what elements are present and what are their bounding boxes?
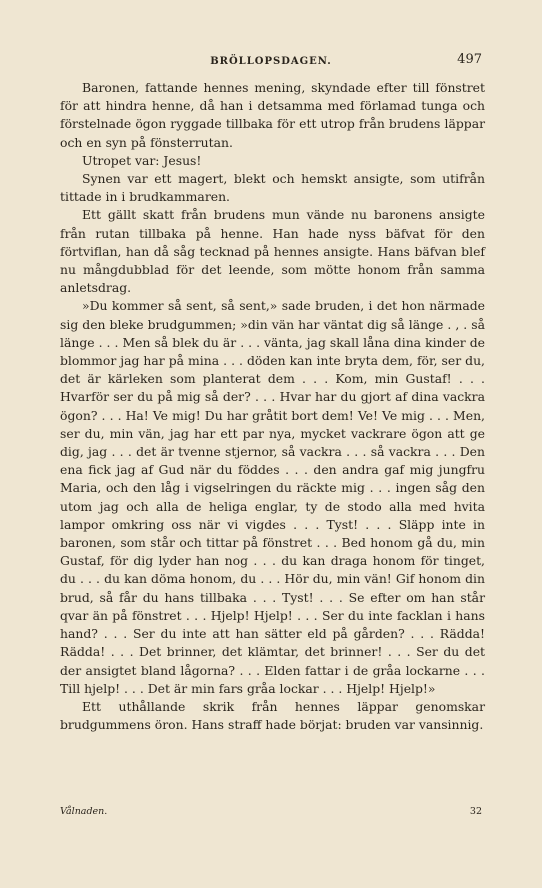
page-footer	[60, 806, 482, 822]
running-head	[60, 52, 482, 72]
sheet-number: 32	[469, 806, 482, 817]
paragraph: Ett uthållande skrik från hennes läppar genomskar brudgummens öron. Hans straff hade börjat: bruden var vansinnig.	[60, 698, 485, 733]
signature-mark: Vålnaden.	[60, 806, 108, 817]
page-number: 497	[457, 52, 482, 67]
paragraph: Utropet var: Jesus!	[82, 152, 202, 168]
paragraph: Ett gällt skatt från brudens mun vände nu baronens ansigte från rutan tillbaka på henne. Han hade nyss bäfvat för den förtviflan, han då såg tecknad på hennes ansigte. Hans bäfvan blef nu mångdubblad för det leende, som mötte honom från samma anletsdrag.	[60, 207, 485, 296]
paragraph: Baronen, fattande hennes mening, skyndade efter till fönstret för att hindra henne, då han i detsamma med förlamad tunga och förstelnade ögon ryggade tillbaka för ett utrop från brudens läppar och en syn på fönsterrutan.	[60, 80, 485, 150]
running-title: BRÖLLOPSDAGEN.	[210, 56, 332, 67]
paragraph: Synen var ett magert, blekt och hemskt ansigte, som utifrån tittade in i brudkammaren.	[60, 171, 485, 205]
body-text	[60, 79, 485, 734]
paragraph: »Du kommer så sent, så sent,» sade bruden, i det hon närmade sig den bleke brudgummen; »din vän har väntat dig så länge . , . så länge . . . Men så blek du är . . . vänta, jag skall låna dina kinder de blommor jag har på mina . . . döden kan inte bryta dem, för, ser du, det är kärleken som planterat dem . . . Kom, min Gustaf! . . . Hvarför ser du på mig så der? . . . Hvar har du gjort af dina vackra ögon? . . . Ha! Ve mig! Du har gråtit bort dem! Ve! Ve mig . . . Men, ser du, min vän, jag har ett par nya, mycket vackrare ögon att ge dig, jag . . . det är tvenne stjernor, så vackra . . . så vackra . . . Den ena fick jag af Gud när du föddes . . . den andra gaf mig jungfru Maria, och den låg i vigselringen du räckte mig . . . ingen såg den utom jag och alla de heliga englar, ty de stodo alla med hvita lampor omkring oss när vi vigdes . . . Tyst! . . . Släpp inte in baronen, som står och tittar på fönstret . . . Bed honom gå du, min Gustaf, för dig lyder han nog . . . du kan draga honom för tinget, du . . . du kan döma honom, du . . . Hör du, min vän! Gif honom din brud, så får du hans tillbaka . . . Tyst! . . . Se efter om han står qvar än på fönstret . . . Hjelp! Hjelp! . . . Ser du inte facklan i hans hand? . . . Ser du inte att han sätter eld på gården? . . . Rädda! Rädda! . . . Det brinner, det klämtar, det brinner! . . . Ser du det der ansigtet bland lågorna? . . . Elden fattar i de gråa lockarne . . . Till hjelp! . . . Det är min fars gråa lockar . . . Hjelp! Hjelp!»	[60, 298, 485, 696]
